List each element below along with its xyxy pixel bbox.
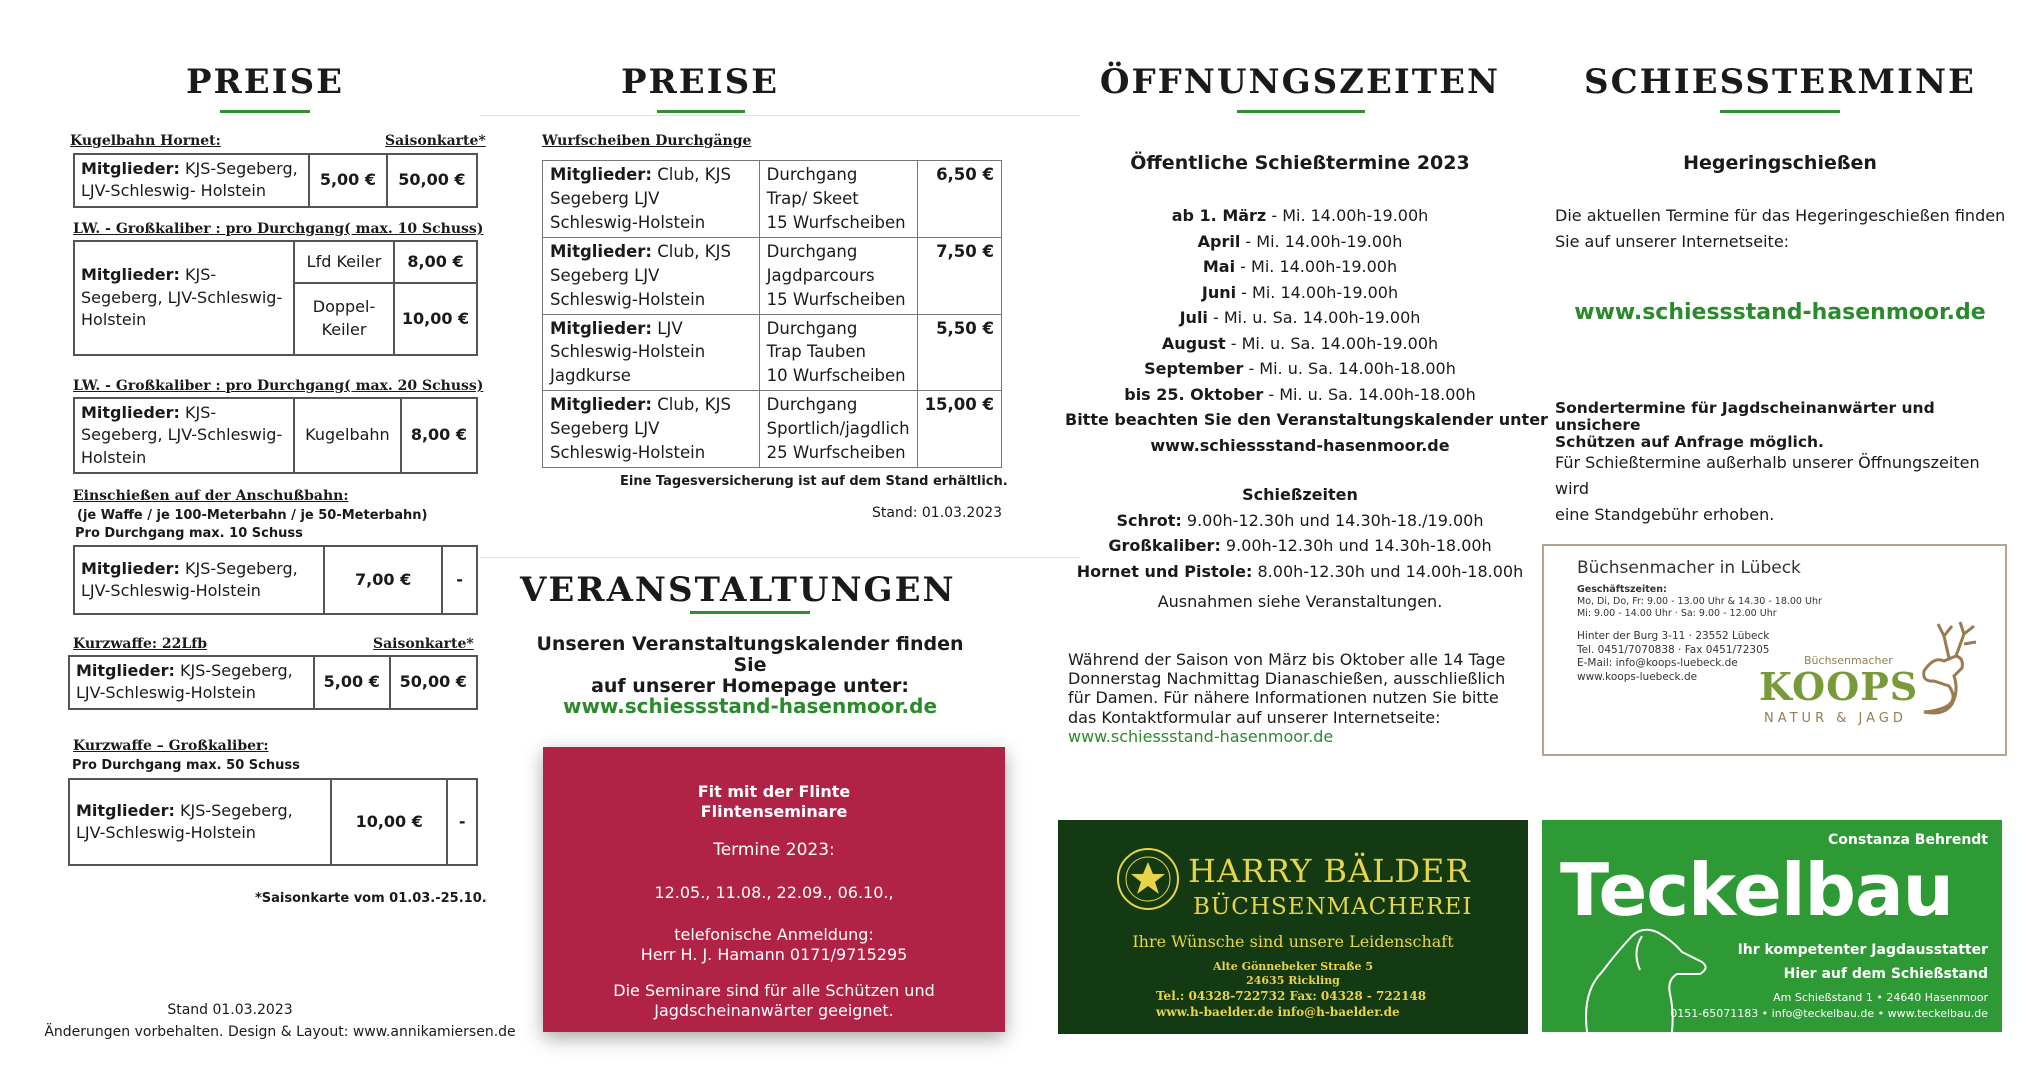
schiesszeit-row: Hornet und Pistole: 8.00h-12.30h und 14.00h-18.00h	[1076, 561, 1524, 581]
wurf-member-cell: Mitglieder: LJV Schleswig-Holstein Jagdkurse	[543, 314, 760, 391]
kurzwaffe-gross-member-cell: Mitglieder: KJS-Segeberg, LJV-Schleswig-Holstein	[69, 779, 331, 865]
einschiessen-sub-1: (je Waffe / je 100-Meterbahn / je 50-Meterbahn)	[77, 508, 428, 523]
koops-brand-small: Büchsenmacher	[1804, 654, 1893, 667]
wurfscheiben-label: Wurfscheiben Durchgänge	[542, 133, 752, 149]
einschiessen-table	[73, 545, 478, 615]
oeffnung-times	[1065, 203, 1548, 458]
koops-title: Büchsenmacher in Lübeck	[1577, 558, 1801, 578]
oeffnungszeiten-title: ÖFFNUNGSZEITEN	[1099, 62, 1501, 102]
harry-slogan: Ihre Wünsche sind unsere Leidenschaft	[1132, 932, 1454, 951]
table-row	[543, 237, 1002, 314]
promo-termine-label: Termine 2023:	[713, 840, 835, 860]
time-row: bis 25. Oktober - Mi. u. Sa. 14.00h-18.00h	[1124, 384, 1476, 404]
kugelbahn-price-1: 5,00 €	[309, 154, 387, 207]
harry-address: Alte Gönnebeker Straße 5 24635 Rickling	[1212, 960, 1374, 987]
stand-date: Stand 01.03.2023	[167, 1002, 293, 1018]
lw20-type: Kugelbahn	[294, 398, 401, 473]
dianaschiessen-text: Während der Saison von März bis Oktober alle 14 Tage Donnerstag Nachmittag Dianaschießen, ausschließlich für Damen. Für nähere Informationen nutzen Sie bitte das Kontaktformular auf unserer Internetseite: www.schiessstand-hasenmoor.de	[1068, 650, 1538, 746]
lw20-member-cell: Mitglieder: KJS-Segeberg, LJV-Schleswig-Holstein	[74, 398, 294, 473]
kurzwaffe-table	[68, 655, 478, 710]
calendar-note: Bitte beachten Sie den Veranstaltungskalender unter	[1065, 410, 1548, 429]
lw10-price-1: 8,00 €	[394, 241, 477, 283]
promo-anmeldung-contact: Herr H. J. Hamann 0171/9715295	[640, 945, 908, 965]
divider-middle	[480, 557, 1080, 558]
kurzwaffe-price-2: 50,00 €	[390, 656, 478, 709]
preise-title-underline	[220, 110, 310, 113]
teckel-address: Am Schießstand 1 • 24640 Hasenmoor	[1773, 991, 1988, 1004]
teckel-contact: 0151-65071183 • info@teckelbau.de • www.teckelbau.de	[1670, 1007, 1988, 1020]
lw10-label: LW. - Großkaliber : pro Durchgang( max. 10 Schuss)	[73, 221, 484, 237]
wurf-desc-cell: Durchgang Trap/ Skeet 15 Wurfscheiben	[759, 161, 917, 238]
einschiessen-label: Einschießen auf der Anschußbahn:	[73, 488, 349, 504]
teckel-owner: Constanza Behrendt	[1828, 832, 1988, 848]
hegering-text: Die aktuellen Termine für das Hegeringeschießen finden Sie auf unserer Internetseite:	[1555, 206, 2006, 251]
promo-hint-2: Jagdscheinanwärter geeignet.	[654, 1001, 894, 1021]
time-row: Juni - Mi. 14.00h-19.00h	[1201, 282, 1399, 302]
veranstaltungen-underline	[690, 611, 810, 614]
table-row	[543, 391, 1002, 468]
harry-name: HARRY BÄLDER	[1188, 852, 1471, 890]
kugelbahn-member-cell: Mitglieder: KJS-Segeberg, LJV-Schleswig- Holstein	[74, 154, 309, 207]
flintenseminar-promo	[543, 747, 1005, 1032]
sondertermine-text: Sondertermine für Jagdscheinanwärter und unsichere Schützen auf Anfrage möglich.	[1555, 399, 1935, 451]
veranstaltungen-title: VERANSTALTUNGEN	[520, 570, 956, 610]
preise-title-2: PREISE	[620, 62, 780, 102]
time-row: August - Mi. u. Sa. 14.00h-19.00h	[1161, 333, 1439, 353]
kurzwaffe-member-cell: Mitglieder: KJS-Segeberg, LJV-Schleswig-Holstein	[69, 656, 314, 709]
lw10-type-1: Lfd Keiler	[294, 241, 394, 283]
koops-brand: KOOPS	[1759, 664, 1919, 709]
kurzwaffe-gross-dash: -	[447, 779, 477, 865]
einschiessen-sub-2: Pro Durchgang max. 10 Schuss	[75, 526, 303, 541]
time-row: Juli - Mi. u. Sa. 14.00h-19.00h	[1179, 308, 1421, 327]
kugelbahn-label: Kugelbahn Hornet:	[70, 133, 221, 149]
promo-subtitle: Flintenseminare	[700, 802, 848, 821]
wurf-desc-cell: Durchgang Sportlich/jagdlich 25 Wurfscheiben	[759, 391, 917, 468]
standgebuehr-text: Für Schießtermine außerhalb unserer Öffnungszeiten wird eine Standgebühr erhoben.	[1555, 453, 1980, 524]
veranstaltungen-link[interactable]: www.schiessstand-hasenmoor.de	[562, 694, 938, 718]
preise-title: PREISE	[185, 62, 345, 102]
wurf-desc-cell: Durchgang Trap Tauben 10 Wurfscheiben	[759, 314, 917, 391]
koops-address: Hinter der Burg 3-11 · 23552 Lübeck Tel. 0451/7070838 · Fax 0451/72305 E-Mail: info@koops-luebeck.de www.koops-luebeck.de	[1577, 630, 1770, 683]
time-row: April - Mi. 14.00h-19.00h	[1197, 231, 1403, 251]
schiesszeit-row: Schrot: 9.00h-12.30h und 14.30h-18./19.00h	[1116, 510, 1484, 530]
saison-link[interactable]: www.schiessstand-hasenmoor.de	[1068, 726, 1334, 746]
credits-text: Änderungen vorbehalten. Design & Layout: www.annikamiersen.de	[44, 1024, 516, 1040]
harry-sub: BÜCHSENMACHEREI	[1193, 894, 1473, 920]
einschiessen-dash: -	[442, 546, 477, 614]
teckel-tag-2: Hier auf dem Schießstand	[1783, 966, 1988, 982]
preise2-stand: Stand: 01.03.2023	[872, 505, 1003, 521]
calendar-link[interactable]: www.schiessstand-hasenmoor.de	[1150, 435, 1450, 455]
divider-top	[480, 115, 1080, 116]
hegering-link[interactable]: www.schiessstand-hasenmoor.de	[1574, 300, 1986, 325]
oeffnung-subtitle: Öffentliche Schießtermine 2023	[1130, 152, 1470, 174]
kurzwaffe-gross-sub: Pro Durchgang max. 50 Schuss	[72, 758, 300, 773]
kugelbahn-saisonkarte-label: Saisonkarte*	[385, 133, 486, 149]
kurzwaffe-gross-label: Kurzwaffe – Großkaliber:	[73, 738, 269, 754]
schiesstermine-title: SCHIESSTERMINE	[1584, 62, 1976, 102]
kurzwaffe-price-1: 5,00 €	[314, 656, 390, 709]
oeffnungszeiten-column	[1065, 0, 1565, 1082]
kurzwaffe-gross-table	[68, 778, 478, 866]
schiesstermine-column	[1545, 0, 2025, 1082]
kurzwaffe-saisonkarte-label: Saisonkarte*	[373, 636, 474, 652]
saisonkarte-note: *Saisonkarte vom 01.03.-25.10.	[255, 891, 487, 906]
preise-column-1	[44, 0, 516, 1082]
time-row: September - Mi. u. Sa. 14.00h-18.00h	[1144, 359, 1456, 378]
teckelbau-ad	[1542, 820, 2002, 1032]
kurzwaffe-gross-price: 10,00 €	[331, 779, 447, 865]
time-row: ab 1. März - Mi. 14.00h-19.00h	[1171, 206, 1429, 225]
wurfscheiben-table	[542, 160, 1002, 468]
schiesszeiten-title: Schießzeiten	[1242, 485, 1358, 504]
promo-hint-1: Die Seminare sind für alle Schützen und	[613, 981, 935, 1001]
koops-hours: Geschäftszeiten: Mo, Di, Do, Fr: 9.00 - 13.00 Uhr & 14.30 - 18.00 Uhr Mi: 9.00 - 14.00 Uhr · Sa: 9.00 - 12.00 Uhr	[1577, 584, 1822, 619]
wurf-price: 7,50 €	[917, 237, 1001, 314]
schiesstermine-underline	[1720, 110, 1840, 113]
teckel-tag-1: Ihr kompetenter Jagdausstatter	[1737, 942, 1988, 958]
schiesszeiten	[1065, 482, 1535, 584]
teckel-brand: Teckelbau	[1560, 848, 1953, 932]
kugelbahn-table	[73, 153, 478, 208]
lw10-type-2: Doppel-Keiler	[294, 283, 394, 355]
kurzwaffe-label: Kurzwaffe: 22Lfb	[73, 636, 208, 652]
lw20-label: LW. - Großkaliber : pro Durchgang( max. 20 Schuss)	[73, 378, 484, 394]
wurf-price: 5,50 €	[917, 314, 1001, 391]
wurf-price: 15,00 €	[917, 391, 1001, 468]
table-row	[543, 314, 1002, 391]
harry-baelder-logo-icon	[1113, 844, 1183, 914]
veranstaltungen-text: Unseren Veranstaltungskalender finden Sie auf unserer Homepage unter:	[536, 633, 964, 697]
wurf-price: 6,50 €	[917, 161, 1001, 238]
einschiessen-price: 7,00 €	[324, 546, 442, 614]
wurf-member-cell: Mitglieder: Club, KJS Segeberg LJV Schleswig-Holstein	[543, 391, 760, 468]
oeffnungszeiten-underline	[1237, 110, 1365, 113]
einschiessen-member-cell: Mitglieder: KJS-Segeberg, LJV-Schleswig-Holstein	[74, 546, 324, 614]
deer-icon	[1904, 616, 1994, 726]
kugelbahn-price-2: 50,00 €	[387, 154, 477, 207]
lw20-table	[73, 397, 478, 474]
time-row: Mai - Mi. 14.00h-19.00h	[1202, 257, 1398, 276]
preise-title-2-underline	[657, 110, 745, 113]
koops-ad	[1542, 544, 2007, 756]
table-row	[543, 161, 1002, 238]
koops-brand-sub: NATUR & JAGD	[1764, 711, 1907, 726]
lw10-price-2: 10,00 €	[394, 283, 477, 355]
promo-title: Fit mit der Flinte	[697, 782, 851, 801]
preise-column-2	[480, 0, 1080, 1082]
insurance-note: Eine Tagesversicherung ist auf dem Stand erhältlich.	[620, 474, 1008, 489]
hegering-subtitle: Hegeringschießen	[1683, 152, 1877, 174]
schiesszeit-row: Großkaliber: 9.00h-12.30h und 14.30h-18.00h	[1108, 536, 1492, 555]
lw10-table	[73, 240, 478, 356]
wurf-member-cell: Mitglieder: Club, KJS Segeberg LJV Schleswig-Holstein	[543, 161, 760, 238]
wurf-member-cell: Mitglieder: Club, KJS Segeberg LJV Schleswig-Holstein	[543, 237, 760, 314]
wurf-desc-cell: Durchgang Jagdparcours 15 Wurfscheiben	[759, 237, 917, 314]
ausnahmen-text: Ausnahmen siehe Veranstaltungen.	[1157, 592, 1443, 611]
harry-contact: Tel.: 04328-722732 Fax: 04328 - 722148 www.h-baelder.de info@h-baelder.de	[1156, 989, 1427, 1020]
promo-anmeldung-label: telefonische Anmeldung:	[674, 925, 874, 945]
lw10-member-cell: Mitglieder: KJS-Segeberg, LJV-Schleswig-Holstein	[74, 241, 294, 355]
lw20-price: 8,00 €	[401, 398, 477, 473]
harry-baelder-ad	[1058, 820, 1528, 1034]
promo-termine-dates: 12.05., 11.08., 22.09., 06.10.,	[654, 883, 894, 903]
